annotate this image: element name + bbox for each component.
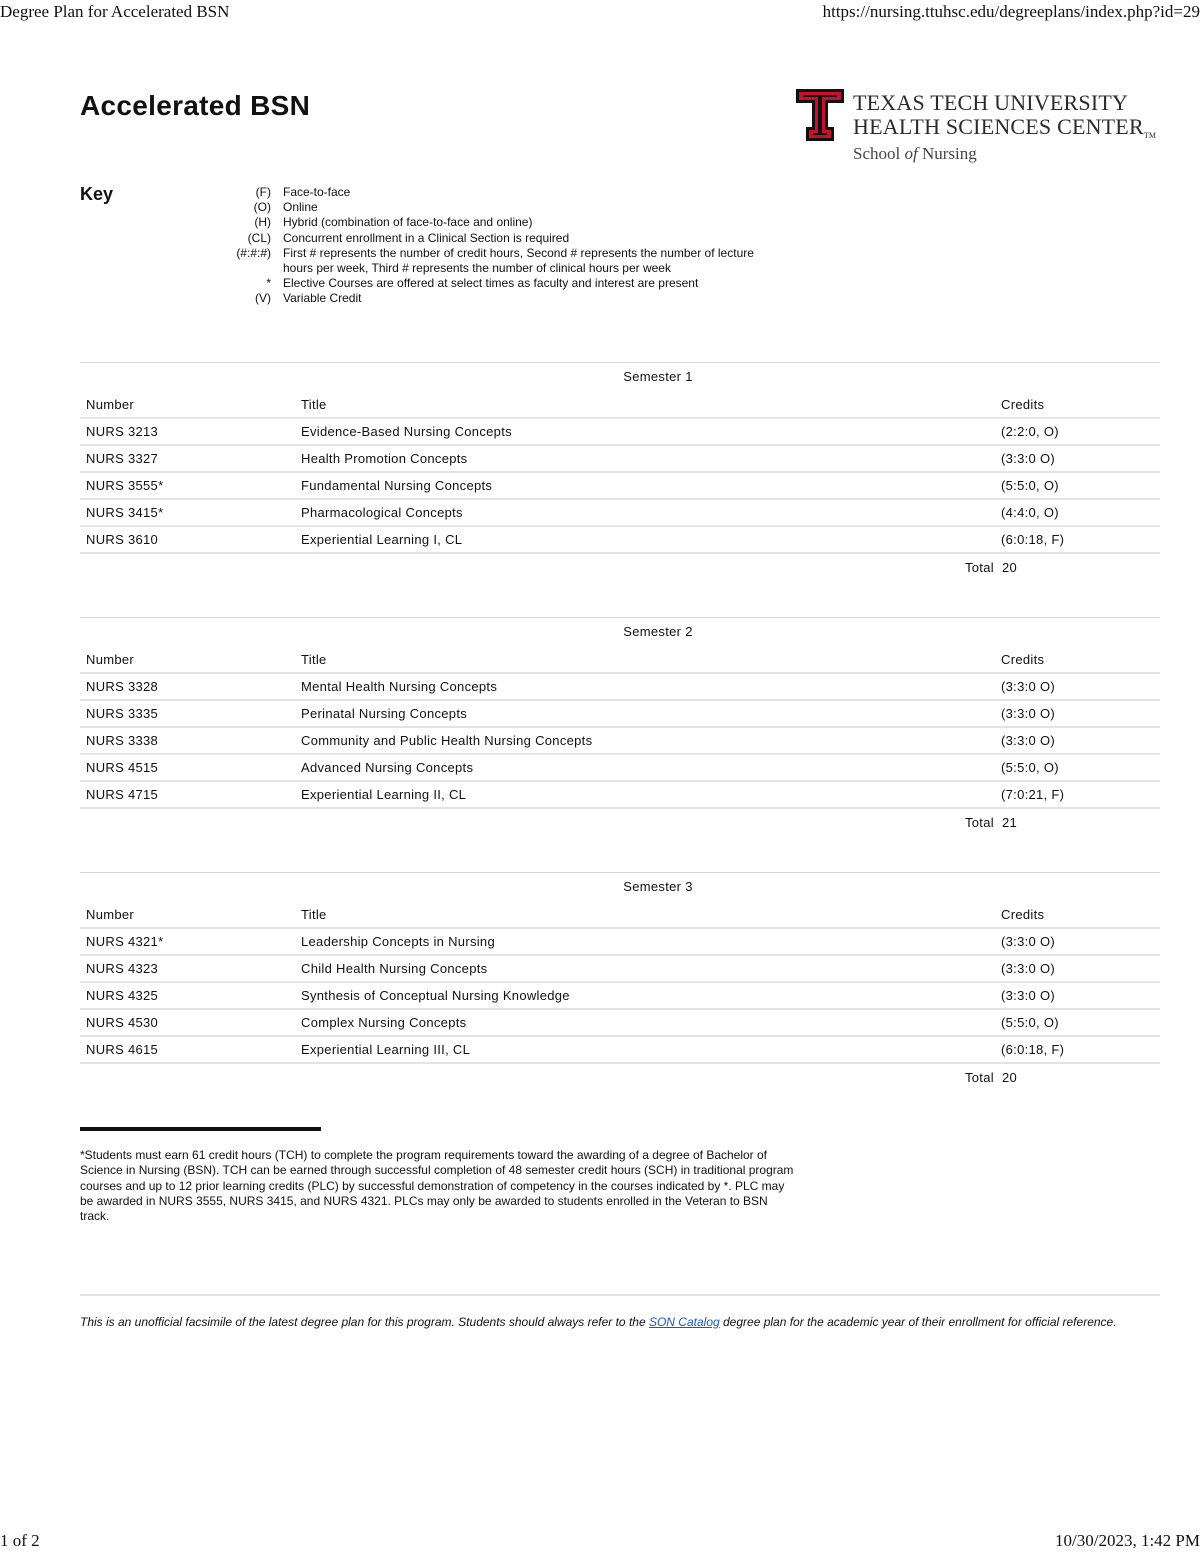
course-title: Mental Health Nursing Concepts	[295, 673, 995, 700]
table-row	[80, 700, 1160, 727]
course-number: NURS 4515	[80, 754, 295, 781]
column-header-number: Number	[80, 391, 295, 418]
page-count: 1 of 2	[0, 1531, 40, 1550]
course-title: Health Promotion Concepts	[295, 445, 995, 472]
double-t-logo-icon	[795, 88, 845, 142]
column-header-credits: Credits	[995, 646, 1160, 673]
course-title: Evidence-Based Nursing Concepts	[295, 418, 995, 445]
course-credits: (2:2:0, O)	[995, 418, 1160, 445]
key-item: * Elective Courses are offered at select times as faculty and interest are present	[266, 276, 699, 291]
course-credits: (4:4:0, O)	[995, 499, 1160, 526]
course-number: NURS 3328	[80, 673, 295, 700]
logo-university-name: TEXAS TECH UNIVERSITY	[853, 90, 1129, 115]
semester-title: Semester 3	[623, 879, 693, 894]
course-title: Experiential Learning II, CL	[295, 781, 995, 808]
semester-total: Total 20	[964, 1070, 1017, 1085]
print-footer	[0, 1531, 1200, 1553]
course-title: Community and Public Health Nursing Concepts	[295, 727, 995, 754]
table-row	[80, 727, 1160, 754]
table-row	[80, 781, 1160, 808]
table-row	[80, 982, 1160, 1009]
course-credits: (5:5:0, O)	[995, 754, 1160, 781]
course-number: NURS 3555*	[80, 472, 295, 499]
disclaimer-divider	[80, 1294, 1160, 1296]
semester-total: Total 20	[964, 560, 1017, 575]
semester-3-section	[80, 872, 1160, 1092]
semester-total-value: 20	[1001, 1070, 1017, 1085]
table-row	[80, 499, 1160, 526]
print-header-title: Degree Plan for Accelerated BSN	[0, 2, 230, 21]
table-header-row	[80, 646, 1160, 673]
key-legend	[220, 185, 780, 307]
course-number: NURS 3335	[80, 700, 295, 727]
semester-total-value: 20	[1001, 560, 1017, 575]
column-header-number: Number	[80, 901, 295, 928]
column-header-title: Title	[295, 646, 995, 673]
print-header-url: https://nursing.ttuhsc.edu/degreeplans/index.php?id=29	[822, 2, 1200, 21]
course-number: NURS 3327	[80, 445, 295, 472]
course-title: Pharmacological Concepts	[295, 499, 995, 526]
ttuhsc-logo	[795, 88, 1175, 168]
son-catalog-link[interactable]: SON Catalog	[648, 1315, 720, 1329]
disclaimer: This is an unofficial facsimile of the latest degree plan for this program. Students should always refer to the SON Catalog degree plan for the academic year of their enrollment for official reference.	[80, 1315, 1117, 1329]
semester-title: Semester 1	[623, 369, 693, 384]
footnote: *Students must earn 61 credit hours (TCH) to complete the program requirements toward the awarding of a degree of Bachelor of Science in Nursing (BSN). TCH can be earned through successful completion of 48 semester credit hours (SCH) in traditional program courses and up to 12 prior learning credits (PLC) by successful demonstration of competency in the courses indicated by *. PLC may be awarded in NURS 3555, NURS 3415, and NURS 4321. PLCs may only be awarded to students enrolled in the Veteran to BSN track.	[80, 1148, 794, 1224]
course-number: NURS 4615	[80, 1036, 295, 1063]
course-credits: (6:0:18, F)	[995, 1036, 1160, 1063]
course-credits: (5:5:0, O)	[995, 472, 1160, 499]
table-row	[80, 526, 1160, 553]
table-header-row	[80, 901, 1160, 928]
semester-1-section	[80, 362, 1160, 582]
course-number: NURS 3415*	[80, 499, 295, 526]
course-table	[80, 646, 1160, 809]
footnote-divider	[80, 1127, 321, 1131]
course-title: Fundamental Nursing Concepts	[295, 472, 995, 499]
key-item: (H) Hybrid (combination of face-to-face and online)	[254, 215, 533, 230]
table-row	[80, 673, 1160, 700]
column-header-title: Title	[295, 391, 995, 418]
table-row	[80, 418, 1160, 445]
course-credits: (6:0:18, F)	[995, 526, 1160, 553]
course-credits: (7:0:21, F)	[995, 781, 1160, 808]
table-row	[80, 928, 1160, 955]
course-title: Leadership Concepts in Nursing	[295, 928, 995, 955]
course-number: NURS 4321*	[80, 928, 295, 955]
semester-2-section	[80, 617, 1160, 837]
logo-center-name: HEALTH SCIENCES CENTERTM	[853, 114, 1157, 140]
column-header-number: Number	[80, 646, 295, 673]
semester-total: Total 21	[964, 815, 1017, 830]
course-number: NURS 4325	[80, 982, 295, 1009]
course-credits: (3:3:0 O)	[995, 700, 1160, 727]
course-number: NURS 4323	[80, 955, 295, 982]
key-item: (#:#:#) First # represents the number of credit hours, Second # represents the number of lecture hours per week, Third # represents the number of clinical hours per week	[236, 245, 754, 276]
column-header-title: Title	[295, 901, 995, 928]
course-title: Advanced Nursing Concepts	[295, 754, 995, 781]
key-item: (F) Face-to-face	[255, 185, 351, 199]
course-number: NURS 4530	[80, 1009, 295, 1036]
course-number: NURS 3338	[80, 727, 295, 754]
table-row	[80, 472, 1160, 499]
course-title: Perinatal Nursing Concepts	[295, 700, 995, 727]
logo-school-name: School of Nursing	[853, 144, 977, 163]
table-header-row	[80, 391, 1160, 418]
table-row	[80, 754, 1160, 781]
key-item: (V) Variable Credit	[255, 291, 362, 306]
key-item: (O) Online	[253, 200, 318, 215]
key-heading: Key	[80, 184, 114, 204]
course-table	[80, 391, 1160, 554]
course-credits: (3:3:0 O)	[995, 727, 1160, 754]
course-credits: (3:3:0 O)	[995, 673, 1160, 700]
page-title: Accelerated BSN	[80, 90, 311, 121]
table-row	[80, 1009, 1160, 1036]
column-header-credits: Credits	[995, 901, 1160, 928]
key-item: (CL) Concurrent enrollment in a Clinical Section is required	[247, 230, 570, 245]
semester-total-value: 21	[1001, 815, 1017, 830]
course-title: Complex Nursing Concepts	[295, 1009, 995, 1036]
course-title: Experiential Learning I, CL	[295, 526, 995, 553]
print-timestamp: 10/30/2023, 1:42 PM	[1055, 1531, 1200, 1550]
course-number: NURS 4715	[80, 781, 295, 808]
course-credits: (3:3:0 O)	[995, 982, 1160, 1009]
course-title: Child Health Nursing Concepts	[295, 955, 995, 982]
course-title: Synthesis of Conceptual Nursing Knowledge	[295, 982, 995, 1009]
print-header	[0, 2, 1200, 24]
course-credits: (3:3:0 O)	[995, 445, 1160, 472]
course-number: NURS 3213	[80, 418, 295, 445]
table-row	[80, 445, 1160, 472]
course-credits: (3:3:0 O)	[995, 955, 1160, 982]
semester-title: Semester 2	[623, 624, 693, 639]
course-number: NURS 3610	[80, 526, 295, 553]
course-table	[80, 901, 1160, 1064]
column-header-credits: Credits	[995, 391, 1160, 418]
table-row	[80, 955, 1160, 982]
table-row	[80, 1036, 1160, 1063]
course-credits: (3:3:0 O)	[995, 928, 1160, 955]
course-title: Experiential Learning III, CL	[295, 1036, 995, 1063]
course-credits: (5:5:0, O)	[995, 1009, 1160, 1036]
